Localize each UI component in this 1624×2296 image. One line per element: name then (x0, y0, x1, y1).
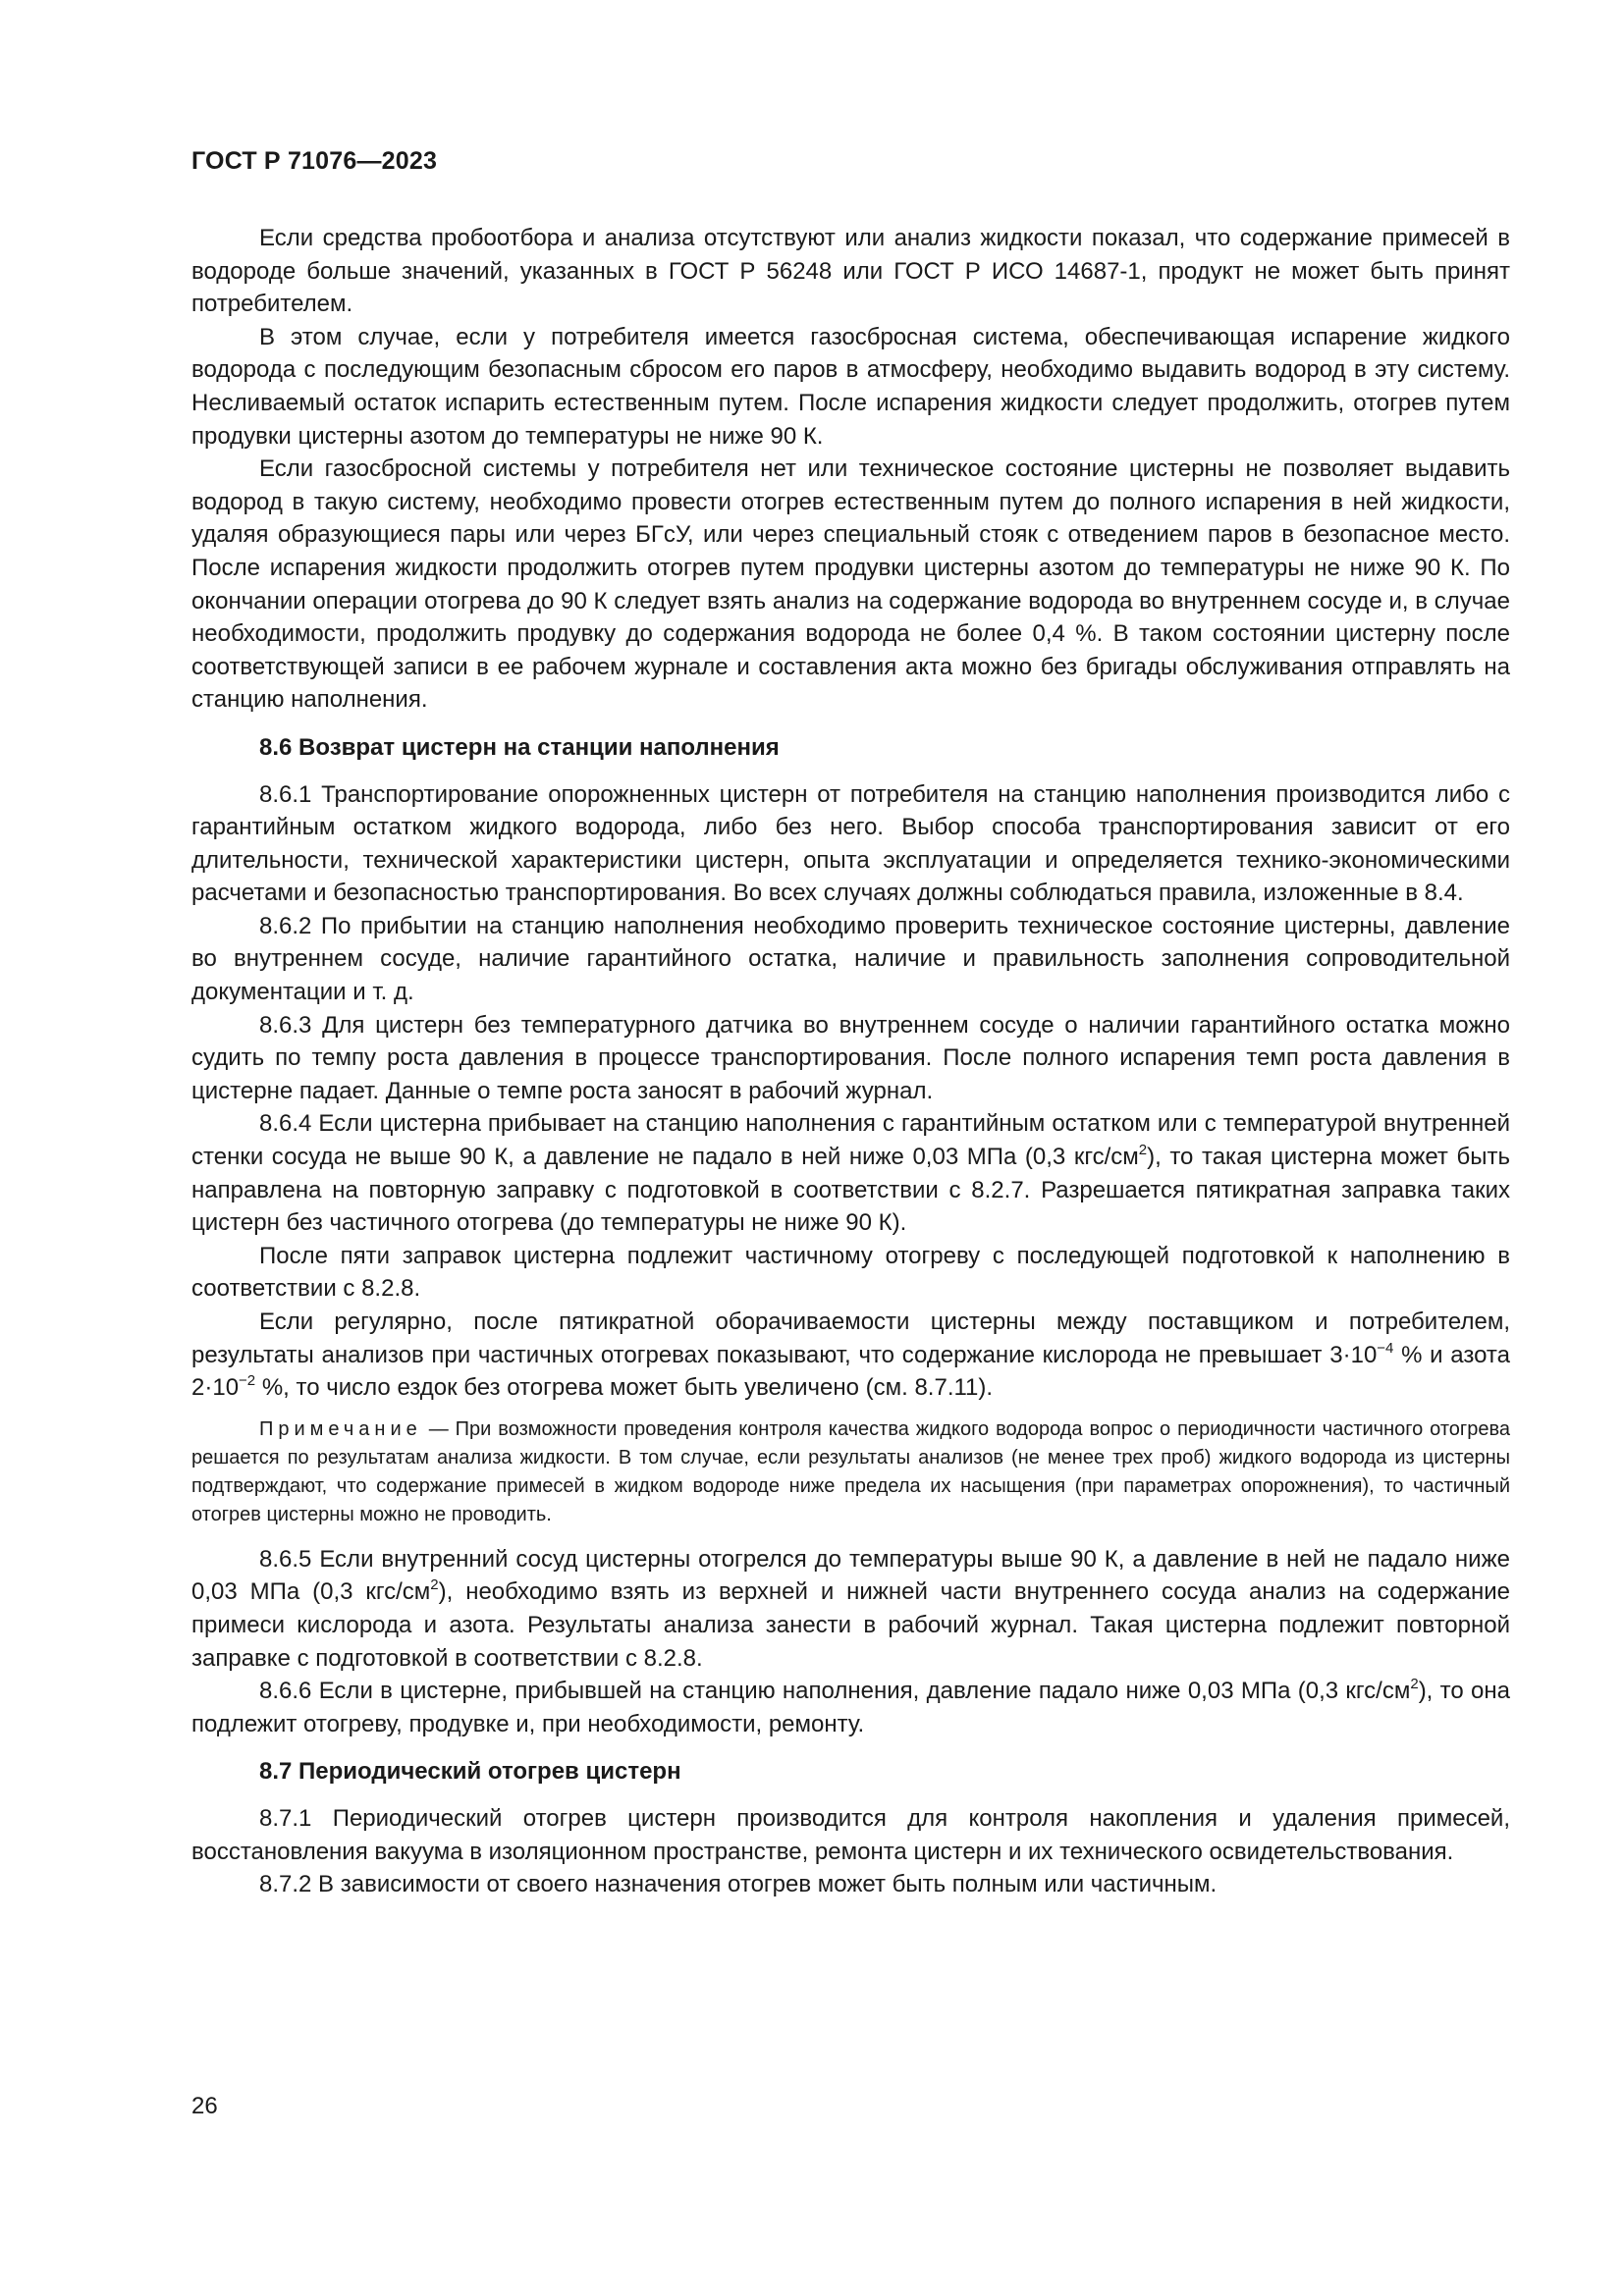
text-run: ), то такая цистерна может быть направлена на повторную заправку с подготовкой в соответствии с 8.2.7. Разрешается пятикратная заправка таких цистерн без частичного отогрева (до температуры не ниже 90 К). (191, 1144, 1510, 1237)
paragraph-intro-2: В этом случае, если у потребителя имеется газосбросная система, обеспечивающая испарение жидкого водорода с последующим безопасным сбросом его паров в атмосферу, необходимо выдавить водород в эту систему. Несливаемый остаток испарить естественным путем. После испарения жидкости следует продолжить, отогрев путем продувки цистерны азотом до температуры не ниже 90 К. (191, 323, 1510, 450)
note (191, 1415, 1510, 1529)
text-run: Если регулярно, после пятикратной оборачиваемости цистерны между поставщиком и потребителем, результаты анализов при частичных отогревах показывают, что содержание кислорода не превышает 3·10 (191, 1308, 1510, 1368)
paragraph-8-6-5 (191, 1543, 1510, 1675)
text-run: %, то число ездок без отогрева может быть увеличено (см. 8.7.11). (255, 1374, 994, 1402)
paragraph-8-6-4-refuel: После пяти заправок цистерна подлежит частичному отогреву с последующей подготовкой к наполнению в соответствии с 8.2.8. (191, 1242, 1510, 1303)
section-heading-8-7: 8.7 Периодический отогрев цистерн (259, 1758, 681, 1786)
paragraph-8-6-4 (191, 1107, 1510, 1239)
paragraph-8-7-2: 8.7.2 В зависимости от своего назначения отогрев может быть полным или частичным. (259, 1871, 1218, 1898)
paragraph-8-6-2: 8.6.2 По прибытии на станцию наполнения необходимо проверить техническое состояние цистерны, давление во внутреннем сосуде, наличие гарантийного остатка, наличие и правильность заполнения сопроводительной документации и т. д. (191, 912, 1510, 1006)
note-label: Примечание (259, 1417, 422, 1440)
paragraph-intro-3: Если газосбросной системы у потребителя нет или техническое состояние цистерны не позволяет выдавить водород в такую систему, необходимо провести отогрев естественным путем до полного испарения в ней жидкости, удаляя образующиеся пары или через БГсУ, или через специальный стояк с отведением паров в безопасное место. После испарения жидкости продолжить отогрев путем продувки цистерны азотом до температуры не ниже 90 К. По окончании операции отогрева до 90 К следует взять анализ на содержание водорода во внутреннем сосуде и, в случае необходимости, продолжить продувку до содержания водорода не более 0,4 %. В таком состоянии цистерну после соответствующей записи в ее рабочем журнале и составления акта можно без бригады обслуживания отправлять на станцию наполнения. (191, 455, 1510, 714)
text-run: 8.6.4 Если цистерна прибывает на станцию наполнения с гарантийным остатком или с температурой внутренней стенки сосуда не выше 90 К, а давление не падало в ней ниже 0,03 МПа (0,3 кгс/см (191, 1110, 1510, 1171)
paragraph-intro-1: Если средства пробоотбора и анализа отсутствуют или анализ жидкости показал, что содержание примесей в водороде больше значений, указанных в ГОСТ Р 56248 или ГОСТ Р ИСО 14687-1, продукт не может быть принят потребителем. (191, 225, 1510, 318)
document-header: ГОСТ Р 71076—2023 (191, 147, 438, 175)
superscript: 2 (1410, 1676, 1419, 1693)
note-text: — При возможности проведения контроля качества жидкого водорода вопрос о периодичности частичного отогрева решается по результатам анализа жидкости. В том случае, если результаты анализов (не менее трех проб) жидкого водорода из цистерны подтверждают, что содержание примесей в жидком водороде ниже предела их насыщения (при параметрах опорожнения), то частичный отогрев цистерны можно не проводить. (191, 1417, 1510, 1525)
text-run: 8.6.5 Если внутренний сосуд цистерны отогрелся до температуры выше 90 К, а давление в ней не падало ниже 0,03 МПа (0,3 кгс/см (191, 1545, 1510, 1606)
page-number: 26 (191, 2093, 218, 2119)
page-body (191, 222, 1510, 1901)
superscript: 2 (1138, 1142, 1148, 1159)
paragraph-8-6-6 (191, 1675, 1510, 1740)
text-run: ), необходимо взять из верхней и нижней части внутреннего сосуда анализ на содержание примеси кислорода и азота. Результаты анализа занести в рабочий журнал. Такая цистерна подлежит повторной заправке с подготовкой в соответствии с 8.2.8. (191, 1578, 1510, 1672)
section-heading-8-6: 8.6 Возврат цистерн на станции наполнения (259, 733, 780, 761)
paragraph-8-6-3: 8.6.3 Для цистерн без температурного датчика во внутреннем сосуде о наличии гарантийного остатка можно судить по темпу роста давления в процессе транспортирования. После полного испарения темп роста давления в цистерне падает. Данные о темпе роста заносят в рабочий журнал. (191, 1011, 1510, 1104)
superscript: 2 (430, 1576, 439, 1594)
superscript: −2 (239, 1372, 256, 1390)
paragraph-8-6-4-regular (191, 1306, 1510, 1405)
text-run: ), то она подлежит отогреву, продувке и, при необходимости, ремонту. (191, 1678, 1511, 1737)
superscript: −4 (1377, 1339, 1394, 1357)
paragraph-8-6-1: 8.6.1 Транспортирование опорожненных цистерн от потребителя на станцию наполнения производится либо с гарантийным остатком жидкого водорода, либо без него. Выбор способа транспортирования зависит от его длительности, технической характеристики цистерн, опыта эксплуатации и определяется технико-экономическими расчетами и безопасностью транспортирования. Во всех случаях должны соблюдаться правила, изложенные в 8.4. (191, 780, 1510, 907)
text-run: % и азота 2·10 (191, 1341, 1510, 1402)
text-run: 8.6.6 Если в цистерне, прибывшей на станцию наполнения, давление падало ниже 0,03 МПа (0,3 кгс/см (259, 1678, 1411, 1705)
paragraph-8-7-1: 8.7.1 Периодический отогрев цистерн производится для контроля накопления и удаления примесей, восстановления вакуума в изоляционном пространстве, ремонта цистерн и их технического освидетельствования. (191, 1804, 1510, 1865)
